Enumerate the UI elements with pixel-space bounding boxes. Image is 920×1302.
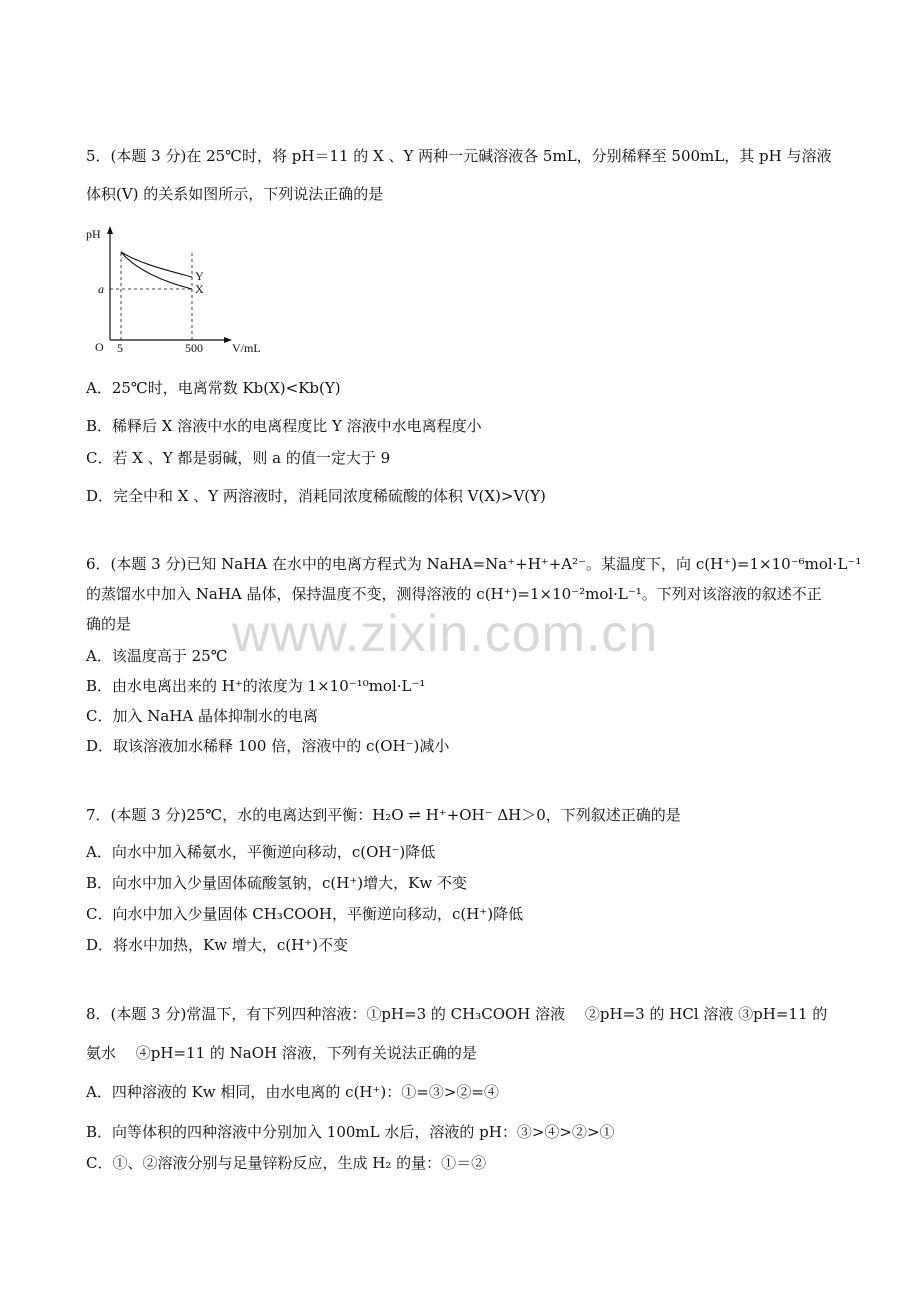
q6-option-b: B．由水电离出来的 H⁺的浓度为 1×10⁻¹⁰mol·L⁻¹ bbox=[86, 677, 426, 695]
x-tick-500: 500 bbox=[185, 341, 203, 355]
ph-volume-graph bbox=[86, 222, 266, 357]
q5-option-d: D．完全中和 X 、Y 两溶液时，消耗同浓度稀硫酸的体积 V(X)>V(Y) bbox=[86, 487, 546, 505]
a-label: a bbox=[98, 282, 104, 296]
q5-option-a: A．25℃时，电离常数 Kb(X)<Kb(Y) bbox=[86, 379, 341, 397]
q6-stem-line1: 6．(本题 3 分)已知 NaHA 在水中的电离方程式为 NaHA=Na⁺+H⁺+A²⁻。某温度下，向 c(H⁺)=1×10⁻⁶mol·L⁻¹ bbox=[86, 555, 862, 573]
q8-option-c: C．①、②溶液分别与足量锌粉反应，生成 H₂ 的量：①＝② bbox=[86, 1154, 487, 1172]
q5-stem-line1: 5．(本题 3 分)在 25℃时，将 pH＝11 的 X 、Y 两种一元碱溶液各 5mL，分别稀释至 500mL，其 pH 与溶液 bbox=[86, 147, 832, 165]
q8-stem-line1: 8．(本题 3 分)常温下，有下列四种溶液：①pH=3 的 CH₃COOH 溶液 ②pH=3 的 HCl 溶液 ③pH=11 的 bbox=[86, 1005, 828, 1023]
q5-option-b: B．稀释后 X 溶液中水的电离程度比 Y 溶液中水电离程度小 bbox=[86, 417, 482, 435]
q8-option-b: B．向等体积的四种溶液中分别加入 100mL 水后，溶液的 pH：③>④>②>① bbox=[86, 1123, 615, 1141]
q5-option-c: C．若 X 、Y 都是弱碱，则 a 的值一定大于 9 bbox=[86, 449, 391, 467]
x-axis-label: V/mL bbox=[232, 341, 261, 355]
y-axis-label: pH bbox=[86, 227, 101, 241]
q7-stem-line1: 7．(本题 3 分)25℃，水的电离达到平衡：H₂O ⇌ H⁺+OH⁻ ΔH＞0，下列叙述正确的是 bbox=[86, 806, 681, 824]
q6-option-c: C．加入 NaHA 晶体抑制水的电离 bbox=[86, 707, 318, 725]
q7-option-a: A．向水中加入稀氨水，平衡逆向移动，c(OH⁻)降低 bbox=[86, 843, 436, 861]
q7-option-b: B．向水中加入少量固体硫酸氢钠，c(H⁺)增大，Kw 不变 bbox=[86, 874, 467, 892]
q6-option-a: A．该温度高于 25℃ bbox=[86, 647, 228, 665]
y-axis-arrow bbox=[107, 226, 113, 234]
curve-y-label: Y bbox=[195, 269, 204, 283]
curve-y bbox=[121, 252, 192, 277]
q5-stem-line2: 体积(V) 的关系如图所示，下列说法正确的是 bbox=[86, 185, 384, 203]
q6-stem-line2: 的蒸馏水中加入 NaHA 晶体，保持温度不变，测得溶液的 c(H⁺)=1×10⁻²mol·L⁻¹。下列对该溶液的叙述不正 bbox=[86, 585, 822, 603]
curve-x-label: X bbox=[195, 282, 204, 296]
q8-stem-line2: 氨水 ④pH=11 的 NaOH 溶液，下列有关说法正确的是 bbox=[86, 1044, 477, 1062]
q6-stem-line3: 确的是 bbox=[86, 615, 132, 633]
watermark: www.zixin.com.cn bbox=[232, 605, 659, 663]
q7-option-c: C．向水中加入少量固体 CH₃COOH，平衡逆向移动，c(H⁺)降低 bbox=[86, 905, 524, 923]
x-axis-arrow bbox=[224, 337, 232, 343]
q8-option-a: A．四种溶液的 Kw 相同，由水电离的 c(H⁺)：①=③>②=④ bbox=[86, 1083, 499, 1101]
q6-option-d: D．取该溶液加水稀释 100 倍，溶液中的 c(OH⁻)减小 bbox=[86, 737, 450, 755]
x-tick-5: 5 bbox=[117, 341, 123, 355]
origin-label: O bbox=[95, 340, 104, 354]
q7-option-d: D．将水中加热，Kw 增大，c(H⁺)不变 bbox=[86, 936, 348, 954]
